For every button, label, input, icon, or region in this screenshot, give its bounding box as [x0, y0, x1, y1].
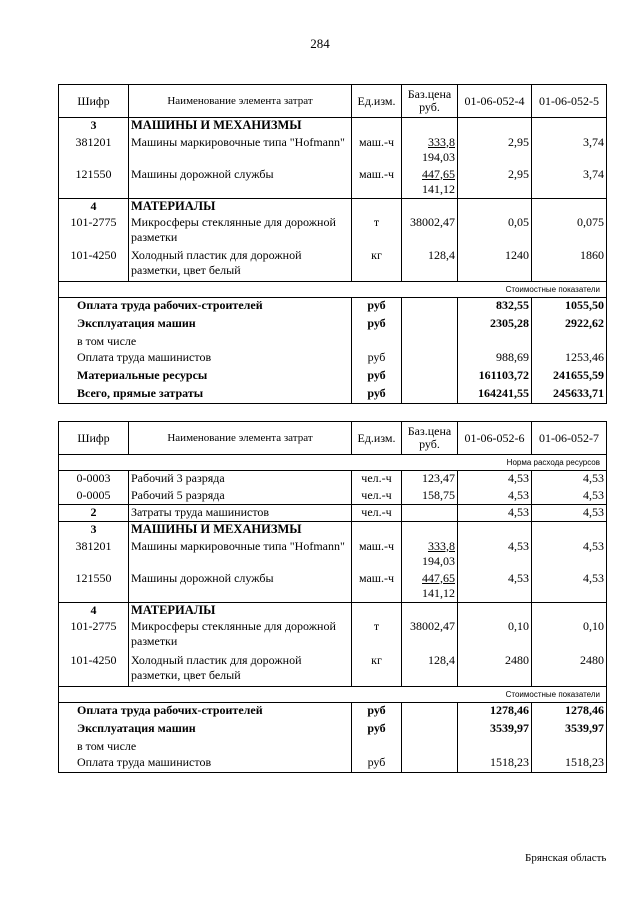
page-number: 284: [310, 36, 330, 51]
row-price: 38002,47: [402, 619, 458, 653]
summary-value-a: 1278,46: [458, 703, 532, 721]
resource-table-1: [58, 84, 607, 404]
summary-name: в том числе: [59, 739, 352, 755]
row-value-b: 4,53: [532, 471, 607, 488]
section-number: 4: [59, 603, 129, 619]
row-price: 447,65 141,12: [402, 571, 458, 603]
row-code: 0-0003: [59, 471, 129, 488]
header-unit: Ед.изм.: [352, 85, 402, 118]
row-unit: чел.-ч: [352, 488, 402, 505]
row-value-a: 2480: [458, 653, 532, 687]
summary-value-b: 1278,46: [532, 703, 607, 721]
summary-unit: руб: [352, 298, 402, 316]
row-value-b: 3,74: [532, 167, 607, 199]
row-code: 121550: [59, 571, 129, 603]
row-value-b: 1860: [532, 248, 607, 282]
row-name: Микросферы стеклянные для дорожной разметки: [129, 619, 352, 653]
row-value-b: 4,53: [532, 505, 607, 522]
summary-value-b: 241655,59: [532, 368, 607, 386]
row-value-a: 4,53: [458, 488, 532, 505]
row-unit: маш.-ч: [352, 571, 402, 603]
summary-unit: руб: [352, 316, 402, 334]
row-unit: маш.-ч: [352, 167, 402, 199]
resource-table-2: [58, 421, 607, 773]
row-unit: маш.-ч: [352, 135, 402, 167]
row-code: 101-4250: [59, 248, 129, 282]
summary-value-a: 164241,55: [458, 386, 532, 404]
header-price: Баз.цена руб.: [402, 85, 458, 118]
row-code: 101-2775: [59, 215, 129, 248]
header-name: Наименование элемента затрат: [129, 85, 352, 118]
row-code: 381201: [59, 539, 129, 571]
header-col-b: 01-06-052-5: [532, 85, 607, 118]
row-code: 101-2775: [59, 619, 129, 653]
row-code: 2: [59, 505, 129, 522]
summary-unit: руб: [352, 386, 402, 404]
row-value-b: 4,53: [532, 488, 607, 505]
row-unit: кг: [352, 653, 402, 687]
summary-name: Эксплуатация машин: [59, 721, 352, 739]
row-price: 123,47: [402, 471, 458, 488]
header-col-b: 01-06-052-7: [532, 422, 607, 455]
row-value-b: 0,10: [532, 619, 607, 653]
row-value-b: 0,075: [532, 215, 607, 248]
row-name: Микросферы стеклянные для дорожной разметки: [129, 215, 352, 248]
row-unit: кг: [352, 248, 402, 282]
row-price: 333,8 194,03: [402, 539, 458, 571]
summary-value-a: 161103,72: [458, 368, 532, 386]
row-name: Холодный пластик для дорожной разметки, цвет белый: [129, 248, 352, 282]
row-price: 447,65 141,12: [402, 167, 458, 199]
region-footer: Брянская область: [525, 852, 607, 864]
row-price: 38002,47: [402, 215, 458, 248]
summary-value-b: 3539,97: [532, 721, 607, 739]
row-unit: маш.-ч: [352, 539, 402, 571]
row-value-a: 2,95: [458, 167, 532, 199]
row-value-a: 1240: [458, 248, 532, 282]
section-number: 3: [59, 118, 129, 135]
section-title: МАШИНЫ И МЕХАНИЗМЫ: [129, 118, 352, 135]
row-name: Затраты труда машинистов: [129, 505, 352, 522]
row-price: 128,4: [402, 653, 458, 687]
summary-value-a: 3539,97: [458, 721, 532, 739]
summary-value-a: 832,55: [458, 298, 532, 316]
row-value-a: 0,05: [458, 215, 532, 248]
summary-name: Всего, прямые затраты: [59, 386, 352, 404]
row-name: Машины маркировочные типа "Hofmann": [129, 539, 352, 571]
row-name: Машины дорожной службы: [129, 571, 352, 603]
section-title: МАШИНЫ И МЕХАНИЗМЫ: [129, 522, 352, 539]
row-value-a: 0,10: [458, 619, 532, 653]
row-price: 333,8 194,03: [402, 135, 458, 167]
summary-unit: руб: [352, 703, 402, 721]
row-value-a: 4,53: [458, 539, 532, 571]
header-unit: Ед.изм.: [352, 422, 402, 455]
row-value-b: 3,74: [532, 135, 607, 167]
summary-value-b: 1055,50: [532, 298, 607, 316]
section-title: МАТЕРИАЛЫ: [129, 199, 352, 215]
row-unit: чел.-ч: [352, 471, 402, 488]
header-shifr: Шифр: [59, 85, 129, 118]
summary-unit: руб: [352, 368, 402, 386]
row-price: 128,4: [402, 248, 458, 282]
summary-value-b: 2922,62: [532, 316, 607, 334]
row-value-a: 2,95: [458, 135, 532, 167]
cost-indicators-label: Стоимостные показатели: [59, 282, 607, 298]
summary-value-b: 245633,71: [532, 386, 607, 404]
summary-name: Оплата труда машинистов: [59, 755, 352, 773]
row-name: Холодный пластик для дорожной разметки, цвет белый: [129, 653, 352, 687]
row-code: 381201: [59, 135, 129, 167]
summary-name: Оплата труда машинистов: [59, 350, 352, 368]
section-title: МАТЕРИАЛЫ: [129, 603, 352, 619]
row-value-b: 4,53: [532, 539, 607, 571]
summary-name: Оплата труда рабочих-строителей: [59, 703, 352, 721]
norm-label: Норма расхода ресурсов: [59, 455, 607, 471]
header-name: Наименование элемента затрат: [129, 422, 352, 455]
row-unit: чел.-ч: [352, 505, 402, 522]
row-value-a: 4,53: [458, 571, 532, 603]
summary-unit: руб: [352, 721, 402, 739]
summary-value-b: 1253,46: [532, 350, 607, 368]
summary-value-a: 988,69: [458, 350, 532, 368]
cost-indicators-label: Стоимостные показатели: [59, 687, 607, 703]
row-name: Машины дорожной службы: [129, 167, 352, 199]
header-col-a: 01-06-052-4: [458, 85, 532, 118]
row-name: Рабочий 3 разряда: [129, 471, 352, 488]
summary-name: Материальные ресурсы: [59, 368, 352, 386]
row-value-b: 4,53: [532, 571, 607, 603]
summary-value-a: 2305,28: [458, 316, 532, 334]
summary-value-a: 1518,23: [458, 755, 532, 773]
row-name: Рабочий 5 разряда: [129, 488, 352, 505]
row-name: Машины маркировочные типа "Hofmann": [129, 135, 352, 167]
section-number: 3: [59, 522, 129, 539]
summary-unit: руб: [352, 755, 402, 773]
row-value-a: 4,53: [458, 505, 532, 522]
summary-name: Оплата труда рабочих-строителей: [59, 298, 352, 316]
row-code: 101-4250: [59, 653, 129, 687]
row-unit: т: [352, 619, 402, 653]
row-code: 121550: [59, 167, 129, 199]
row-code: 0-0005: [59, 488, 129, 505]
row-price: 158,75: [402, 488, 458, 505]
section-number: 4: [59, 199, 129, 215]
header-col-a: 01-06-052-6: [458, 422, 532, 455]
summary-value-b: 1518,23: [532, 755, 607, 773]
header-price: Баз.цена руб.: [402, 422, 458, 455]
summary-unit: руб: [352, 350, 402, 368]
summary-name: в том числе: [59, 334, 352, 350]
summary-name: Эксплуатация машин: [59, 316, 352, 334]
row-value-a: 4,53: [458, 471, 532, 488]
row-unit: т: [352, 215, 402, 248]
row-value-b: 2480: [532, 653, 607, 687]
header-shifr: Шифр: [59, 422, 129, 455]
